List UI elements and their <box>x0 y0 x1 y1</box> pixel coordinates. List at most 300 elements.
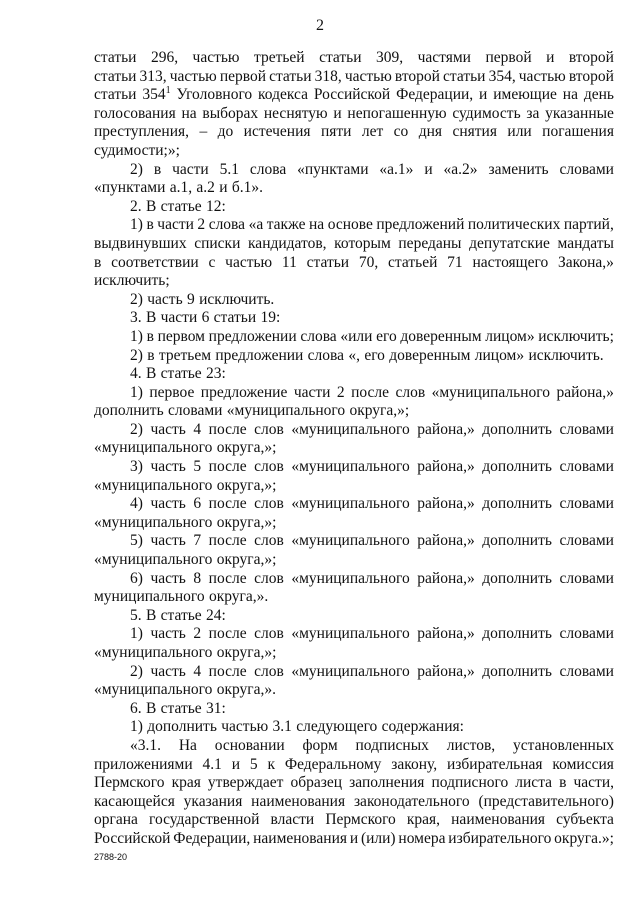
word: его <box>364 346 385 364</box>
word: также <box>266 216 306 234</box>
word: словами <box>559 420 614 438</box>
word: второй <box>568 67 614 85</box>
word: статьей <box>388 253 438 271</box>
word: статьи <box>319 49 362 66</box>
word: третьем <box>158 346 212 364</box>
word: 2 <box>197 216 206 234</box>
word: до <box>217 123 234 141</box>
word: дополнить <box>482 420 552 438</box>
word: словами <box>559 625 614 643</box>
text-line <box>94 161 614 180</box>
word: часть <box>150 532 186 550</box>
text-line <box>94 347 614 366</box>
word: после <box>208 420 247 438</box>
word: статье <box>160 197 202 215</box>
word: судимость <box>452 104 521 122</box>
word: дополнить <box>482 495 552 513</box>
word: после <box>208 662 247 680</box>
word: снятия <box>452 123 497 141</box>
text-line <box>94 123 614 142</box>
word: «муниципального <box>431 383 550 401</box>
word: выборах <box>202 104 259 122</box>
word: или <box>507 123 532 141</box>
word: района,» <box>417 495 475 513</box>
text-line <box>94 142 614 161</box>
word: частью <box>518 67 566 85</box>
word: «или <box>340 327 373 345</box>
word: на <box>309 216 325 234</box>
word: 11 <box>281 253 297 271</box>
word: района,» <box>556 383 614 401</box>
word: лет <box>361 123 384 141</box>
word: исключить; <box>538 327 614 345</box>
word: дополнить <box>147 718 217 736</box>
word: которым <box>334 234 391 252</box>
word: частью <box>225 253 273 271</box>
word: статье <box>160 699 202 717</box>
text-line <box>94 551 614 570</box>
text-line <box>94 328 614 347</box>
word: исключить. <box>528 346 604 364</box>
word: 3.1 <box>272 718 292 736</box>
word: В <box>145 606 157 624</box>
word: субъекта <box>556 811 614 829</box>
word: – <box>199 123 208 141</box>
word: слов <box>254 532 284 550</box>
word: 6 <box>193 495 202 513</box>
text-line <box>94 105 614 124</box>
text-line <box>94 179 614 198</box>
word: части <box>172 160 209 178</box>
word: третьей <box>253 49 305 66</box>
word: приложениями <box>94 755 193 773</box>
word: соответствии <box>111 253 199 271</box>
word: его <box>376 327 397 345</box>
word: округа,»; <box>349 402 410 420</box>
word: частью <box>221 718 269 736</box>
word: к <box>267 755 275 773</box>
text-line <box>94 477 614 496</box>
word: партий, <box>563 216 614 234</box>
word: пяти <box>320 123 352 141</box>
word: лицом» <box>474 346 525 364</box>
word: основании <box>214 736 285 754</box>
text-line <box>94 272 614 291</box>
word: округа,»; <box>216 439 277 457</box>
text-line <box>94 216 614 235</box>
word: словами <box>559 569 614 587</box>
word: заполнения <box>349 774 425 792</box>
text-line <box>94 384 614 403</box>
word: погашения <box>542 123 614 141</box>
word: содержания: <box>381 718 464 736</box>
word: наименования <box>451 811 546 829</box>
word: 4 <box>193 662 202 680</box>
word: после <box>208 569 247 587</box>
word: словами <box>559 160 614 178</box>
word: 5.1 <box>219 160 239 178</box>
word: комиссия <box>552 755 614 773</box>
word: исключить. <box>199 290 275 308</box>
word: Федерации, <box>396 86 474 104</box>
word: 24: <box>206 606 226 624</box>
text-line <box>94 291 614 310</box>
word: статьи <box>213 309 257 327</box>
text-line <box>94 774 614 793</box>
word: предложение <box>200 383 288 401</box>
word: «а.1» <box>379 160 414 178</box>
text-line <box>94 365 614 384</box>
word: непогашенную <box>347 104 447 122</box>
word: с <box>208 253 216 271</box>
word: «муниципального <box>291 532 410 550</box>
word: часть <box>150 495 186 513</box>
word: слова <box>300 327 337 345</box>
word: дополнить <box>482 662 552 680</box>
word: части <box>157 216 194 234</box>
word: выдвинувших <box>94 234 187 252</box>
word: государственной <box>149 811 260 829</box>
word: дополнить <box>94 402 164 420</box>
word: а.1, <box>169 179 193 197</box>
word: части <box>293 383 331 401</box>
word: 5. <box>130 606 142 624</box>
word: законодательного <box>353 792 470 810</box>
word: «муниципального <box>94 681 213 699</box>
word: после <box>351 383 390 401</box>
word: дополнить <box>482 569 552 587</box>
word: части, <box>573 774 614 792</box>
word: 4) <box>130 495 143 513</box>
word: лицом» <box>485 327 535 345</box>
word: часть <box>150 569 186 587</box>
word: «муниципального <box>94 439 213 457</box>
word: «3.1. <box>130 736 161 754</box>
word: 2) <box>130 346 143 364</box>
text-line <box>94 737 614 756</box>
word: и <box>349 829 359 847</box>
word: преступления, <box>94 123 190 141</box>
word: часть <box>147 290 183 308</box>
word: 9 <box>186 290 195 308</box>
word: «муниципального <box>94 513 213 531</box>
word: словами <box>167 402 223 420</box>
word: настоящего <box>472 253 549 271</box>
word: Пермского <box>325 811 396 829</box>
word: 313, <box>139 67 167 85</box>
word: б.1». <box>231 179 264 197</box>
word: в <box>146 216 154 234</box>
word: частью <box>192 49 240 66</box>
word: частью <box>344 67 392 85</box>
word: статьи <box>306 253 350 271</box>
word: после <box>208 532 247 550</box>
word: Пермского <box>94 774 165 792</box>
text-line <box>94 793 614 812</box>
text-line <box>94 49 614 68</box>
word: дополнить <box>482 625 552 643</box>
word: «а.2» <box>443 160 478 178</box>
word: словами <box>559 495 614 513</box>
text-line <box>94 86 614 105</box>
word: Уголовного <box>176 86 253 104</box>
text-line <box>94 402 614 421</box>
word: слова <box>208 216 246 234</box>
word: 6. <box>130 699 142 717</box>
text-line <box>94 570 614 589</box>
word: В <box>145 365 157 383</box>
word: переданы <box>398 234 462 252</box>
word: статье <box>160 365 202 383</box>
text-line <box>94 514 614 533</box>
word: судимости;»; <box>94 141 180 159</box>
word: округа,»; <box>216 644 277 661</box>
word: подписных <box>355 736 429 754</box>
word: края, <box>406 811 441 829</box>
word: 3) <box>130 458 143 476</box>
word: второй <box>394 67 440 85</box>
word: 19: <box>260 309 281 327</box>
word: депутатские <box>469 234 550 252</box>
word: установленных <box>512 736 614 754</box>
word: кодекса <box>258 86 308 104</box>
word: Российской <box>313 86 391 104</box>
word: 31: <box>206 699 226 717</box>
text-line <box>94 421 614 440</box>
word: (или) <box>360 829 396 847</box>
word: «муниципального <box>291 625 410 643</box>
word: Российской <box>94 829 171 847</box>
word: органа <box>94 811 138 829</box>
word: района,» <box>417 420 475 438</box>
word: 1) <box>130 383 143 401</box>
word: (представительного) <box>478 792 614 810</box>
word: слов <box>254 569 284 587</box>
word: часть <box>150 420 186 438</box>
word: 318, <box>314 67 342 85</box>
text-line <box>94 681 614 700</box>
word: политических <box>467 216 561 234</box>
word: 4. <box>130 365 142 383</box>
word: наименования <box>253 829 348 847</box>
word: слов <box>254 625 284 643</box>
word: на <box>181 104 197 122</box>
word: 2) <box>130 662 143 680</box>
word: «муниципального <box>94 551 213 569</box>
text-line <box>94 756 614 775</box>
word: округа,»; <box>216 476 277 494</box>
word: 4.1 <box>202 755 222 773</box>
word: 2) <box>130 290 143 308</box>
word: и <box>546 49 555 66</box>
word: частью <box>169 67 217 85</box>
word: статьи <box>94 86 137 104</box>
word: избирательного <box>448 829 552 847</box>
word: «муниципального <box>94 644 213 661</box>
text-line <box>94 458 614 477</box>
word: района,» <box>417 458 475 476</box>
word: первое <box>149 383 195 401</box>
word: мандаты <box>557 234 614 252</box>
word: предложений <box>376 216 465 234</box>
word: в <box>147 346 155 364</box>
word: наименования <box>251 792 346 810</box>
word: 23: <box>206 365 226 383</box>
word: листа <box>515 774 553 792</box>
word: закону, <box>391 755 438 773</box>
word: дня <box>418 123 443 141</box>
word: слова <box>307 346 345 364</box>
word: за <box>526 104 540 122</box>
word: предложении <box>215 346 304 364</box>
word: второй <box>568 49 614 66</box>
word: округа,». <box>208 588 269 606</box>
word: В <box>145 197 157 215</box>
text-line <box>94 700 614 719</box>
word: слов <box>395 383 426 401</box>
word: дополнить <box>482 532 552 550</box>
word: В <box>145 699 157 717</box>
word: листов, <box>446 736 496 754</box>
word: после <box>208 458 247 476</box>
text-line <box>94 811 614 830</box>
word: 4 <box>193 420 202 438</box>
word: района,» <box>417 625 475 643</box>
word: «муниципального <box>226 402 346 420</box>
word: первом <box>157 327 205 345</box>
word: статье <box>160 606 202 624</box>
word: предложении <box>208 327 297 345</box>
word: «муниципального <box>291 420 410 438</box>
word: округа,»; <box>216 551 277 569</box>
word: со <box>393 123 409 141</box>
text-line <box>94 254 614 273</box>
word: края <box>171 774 201 792</box>
word: часть <box>150 625 186 643</box>
word: форм <box>302 736 338 754</box>
word: в <box>559 774 567 792</box>
word: округа,»; <box>216 513 277 531</box>
word: касающейся <box>94 792 175 810</box>
word: 5 <box>193 458 202 476</box>
word: доверенным <box>400 327 482 345</box>
word: и <box>231 755 241 773</box>
word: района,» <box>417 662 475 680</box>
word: в <box>94 253 102 271</box>
word: образец <box>290 774 343 792</box>
word: в <box>153 160 162 178</box>
text-line <box>94 588 614 607</box>
word: доверенным <box>389 346 471 364</box>
text-line <box>94 68 614 87</box>
text-line <box>94 644 614 663</box>
text-line <box>94 830 614 849</box>
word: Федерации, <box>173 829 251 847</box>
document-code: 2788-20 <box>94 852 128 862</box>
word: района,» <box>417 569 475 587</box>
word: слов <box>254 662 284 680</box>
text-line <box>94 235 614 254</box>
word: частями <box>417 49 471 66</box>
word: словами <box>559 532 614 550</box>
word: дополнить <box>482 458 552 476</box>
text-line <box>94 495 614 514</box>
word: «муниципального <box>291 495 410 513</box>
word: первой <box>219 67 266 85</box>
word: словами <box>559 662 614 680</box>
word: неснятую <box>263 104 328 122</box>
word: указанные <box>545 104 614 122</box>
text-line <box>94 439 614 458</box>
word: исключить; <box>94 272 170 290</box>
word: 1) <box>130 718 143 736</box>
word: округа.»; <box>554 829 614 847</box>
word: 1) <box>130 327 143 345</box>
word: истечения <box>243 123 311 141</box>
word: На <box>178 736 197 754</box>
word: 309, <box>376 49 404 66</box>
word: 2 <box>336 383 345 401</box>
word: 70, <box>358 253 379 271</box>
word: «пунктами <box>94 179 166 197</box>
word: списки <box>194 234 241 252</box>
word: 6) <box>130 569 143 587</box>
word: часть <box>150 458 186 476</box>
word: статьи <box>443 67 486 85</box>
word: 5) <box>130 532 143 550</box>
word: «муниципального <box>94 476 213 494</box>
word: основе <box>327 216 373 234</box>
word: 7 <box>193 532 202 550</box>
word: 6 <box>201 309 210 327</box>
word: статьи <box>94 67 137 85</box>
page-number: 2 <box>316 17 324 34</box>
word: Федеральному <box>284 755 382 773</box>
word: голосования <box>94 104 176 122</box>
superscript: 1 <box>165 85 171 97</box>
word: 2. <box>130 197 142 215</box>
text-line <box>94 309 614 328</box>
word: Закона,» <box>557 253 614 271</box>
document-body <box>94 49 614 849</box>
word: слова <box>249 160 287 178</box>
word: 71 <box>447 253 463 271</box>
word: В <box>145 309 157 327</box>
text-line <box>94 532 614 551</box>
word: имеющие <box>493 86 557 104</box>
word: 2) <box>130 420 143 438</box>
word: 2 <box>193 625 202 643</box>
word: района,» <box>417 532 475 550</box>
word: слов <box>254 495 284 513</box>
text-line <box>94 625 614 644</box>
word: округа,». <box>216 681 277 699</box>
word: а.2 <box>196 179 215 197</box>
word: муниципального <box>94 588 205 606</box>
word: подписного <box>431 774 509 792</box>
word: «пунктами <box>297 160 369 178</box>
word: 1) <box>130 625 143 643</box>
word: словами <box>559 458 614 476</box>
word: слов <box>254 458 284 476</box>
word: первой <box>485 49 532 66</box>
word: «, <box>348 346 360 364</box>
word: номера <box>398 829 446 847</box>
word: заменить <box>488 160 549 178</box>
word: после <box>208 495 247 513</box>
word: следующего <box>296 718 378 736</box>
word: слов <box>254 420 284 438</box>
